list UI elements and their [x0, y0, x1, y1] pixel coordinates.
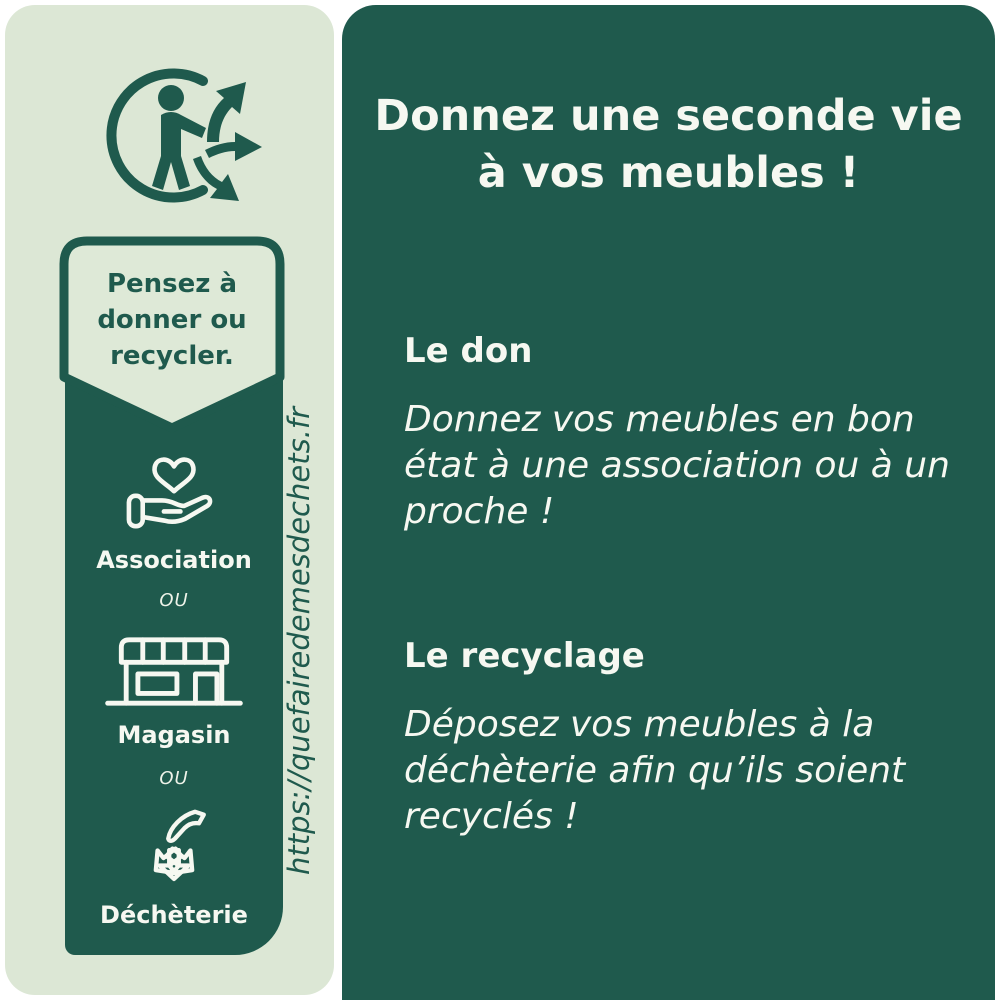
- left-panel: [5, 5, 334, 995]
- triman-recycling-icon: [92, 58, 264, 213]
- or-separator-2: OU: [159, 768, 189, 789]
- hand-holding-heart-icon: [122, 448, 226, 540]
- don-line-3: proche !: [404, 491, 555, 532]
- rec-line-2: déchèterie afin qu’ils soient: [404, 750, 906, 791]
- pensez-badge: [59, 236, 285, 434]
- section-heading-recyclage: Le recyclage: [404, 636, 645, 676]
- website-url: https://quefairedemesdechets.fr: [282, 406, 316, 876]
- section-body-don: [404, 397, 950, 535]
- don-line-2: état à une association ou à un: [404, 445, 950, 486]
- badge-line-3: recycler.: [110, 341, 234, 371]
- option-label-magasin: Magasin: [117, 721, 231, 749]
- main-panel: [342, 5, 995, 1000]
- option-label-association: Association: [96, 546, 252, 574]
- storefront-icon: [99, 633, 249, 713]
- title-line-2: à vos meubles !: [477, 148, 860, 198]
- rec-line-3: recyclés !: [404, 796, 579, 837]
- badge-line-1: Pensez à: [106, 269, 238, 299]
- section-body-recyclage: [404, 702, 905, 840]
- poster-title: [342, 88, 995, 202]
- title-line-1: Donnez une seconde vie: [374, 91, 963, 141]
- badge-line-2: donner ou: [97, 305, 247, 335]
- don-line-1: Donnez vos meubles en bon: [404, 399, 915, 440]
- donation-options-column: [65, 368, 283, 955]
- section-heading-don: Le don: [404, 331, 533, 371]
- rec-line-1: Déposez vos meubles à la: [404, 704, 875, 745]
- or-separator-1: OU: [159, 590, 189, 611]
- option-label-dechetterie: Déchèterie: [100, 901, 248, 929]
- hand-drop-sorting-arrows-icon: [126, 806, 222, 902]
- badge-text: [59, 266, 285, 374]
